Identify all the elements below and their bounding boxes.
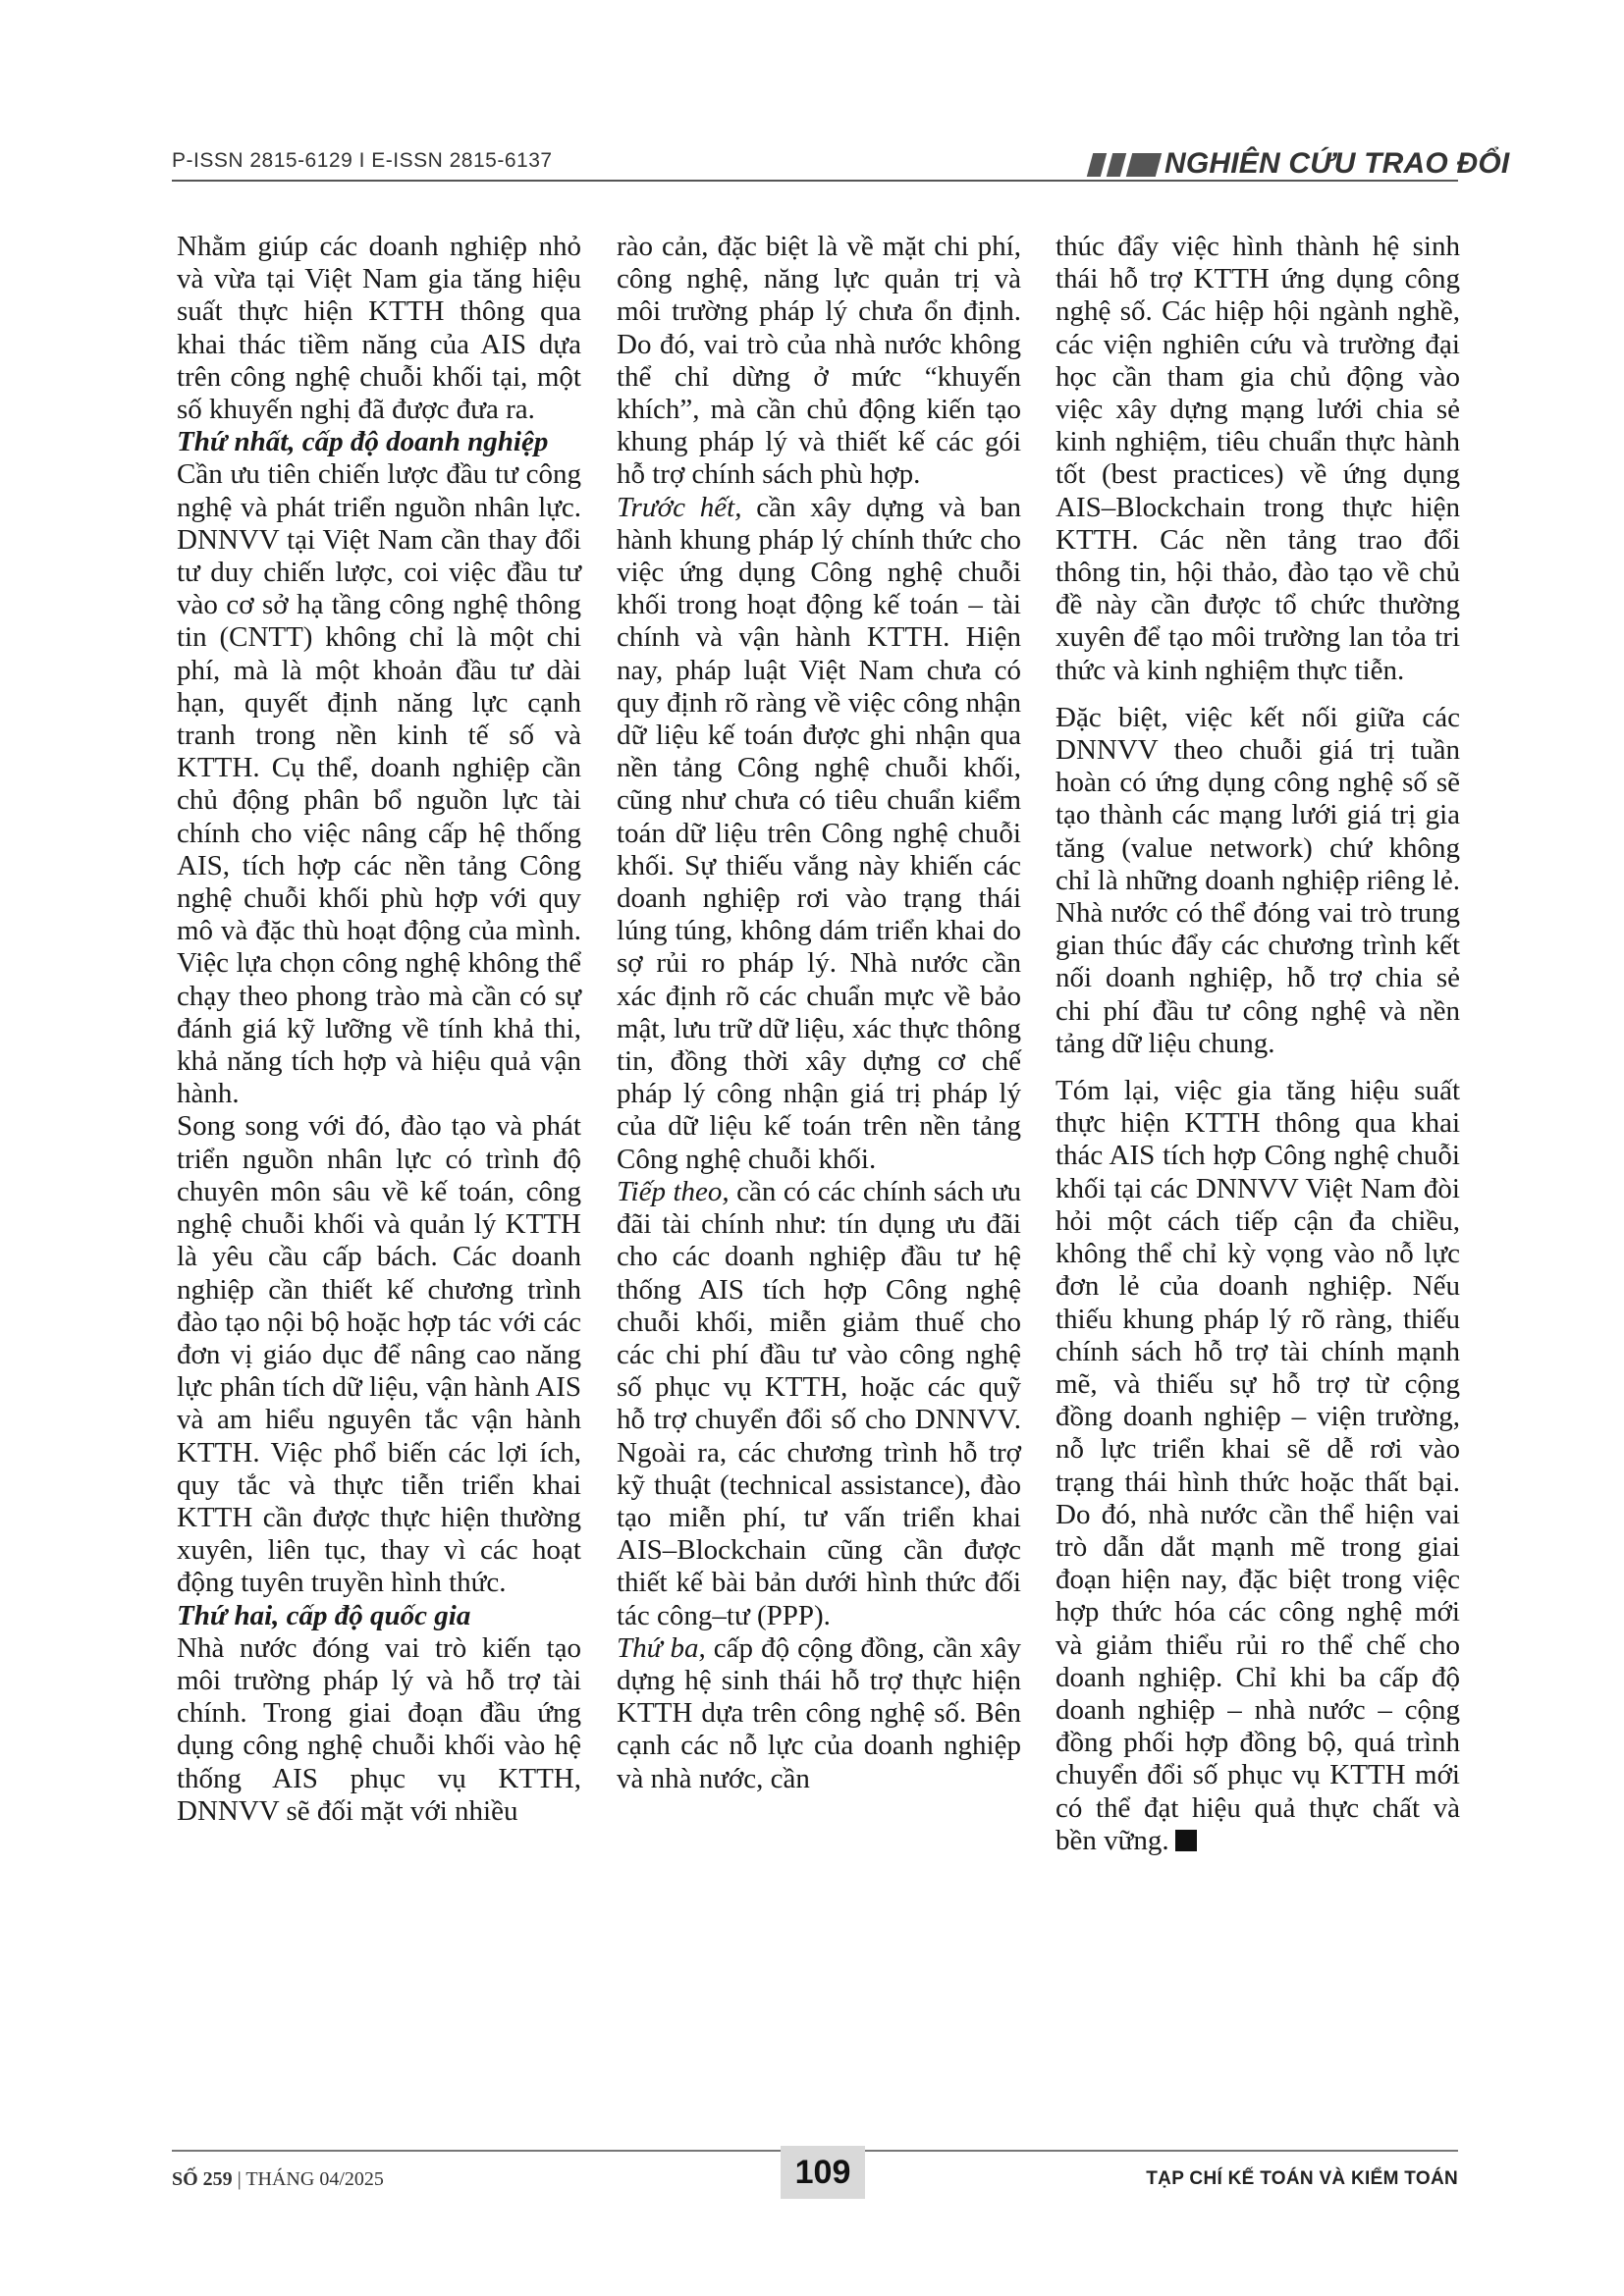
header-divider bbox=[172, 180, 1458, 182]
paragraph: Đặc biệt, việc kết nối giữa các DNNVV theo chuỗi giá trị tuần hoàn có ứng dụng công nghệ số sẽ tạo thành các mạng lưới giá trị gia tăng (value network) chứ không chỉ là những doanh nghiệp riêng lẻ. Nhà nước có thể đóng vai trò trung gian thúc đẩy các chương trình kết nối doanh nghiệp, hỗ trợ chia sẻ chi phí đầu tư công nghệ và nền tảng dữ liệu chung. bbox=[1056, 701, 1460, 1059]
section-heading: Thứ hai, cấp độ quốc gia bbox=[177, 1599, 471, 1631]
paragraph-body: Tóm lại, việc gia tăng hiệu suất thực hiện KTTH thông qua khai thác AIS tích hợp Công nghệ chuỗi khối tại các DNNVV Việt Nam đòi hỏi một cách tiếp cận đa chiều, không thể chỉ kỳ vọng vào nỗ lực đơn lẻ của doanh nghiệp. Nếu thiếu khung pháp lý rõ ràng, thiếu chính sách hỗ trợ tài chính mạnh mẽ, và thiếu sự hỗ trợ từ cộng đồng doanh nghiệp – viện trường, nỗ lực triển khai sẽ dễ rơi vào trạng thái hình thức hoặc thất bại. Do đó, nhà nước cần thể hiện vai trò dẫn dắt mạnh mẽ trong giai đoạn hiện nay, đặc biệt trong việc hợp thức hóa các công nghệ mới và giảm thiểu rủi ro thể chế cho doanh nghiệp. Chỉ khi ba cấp độ doanh nghiệp – nhà nước – cộng đồng phối hợp đồng bộ, quá trình chuyển đổi số phục vụ KTTH mới có thể đạt hiệu quả thực chất và bền vững. bbox=[1056, 1075, 1460, 1856]
section-title: NGHIÊN CỨU TRAO ĐỔI bbox=[1164, 147, 1510, 180]
paragraph-body: cần có các chính sách ưu đãi tài chính như: tín dụng ưu đãi cho các doanh nghiệp đầu tư hệ thống AIS tích hợp Công nghệ chuỗi khối, miễn giảm thuế cho các chi phí đầu tư vào công nghệ số phục vụ KTTH, hoặc các quỹ hỗ trợ chuyển đổi số cho DNNVV. Ngoài ra, các chương trình hỗ trợ kỹ thuật (technical assistance), đào tạo miễn phí, tư vấn triển khai AIS–Blockchain cũng cần được thiết kế bài bản dưới hình thức đối tác công–tư (PPP). bbox=[617, 1175, 1022, 1631]
paragraph: Nhằm giúp các doanh nghiệp nhỏ và vừa tại Việt Nam gia tăng hiệu suất thực hiện KTTH thông qua khai thác tiềm năng của AIS dựa trên công nghệ chuỗi khối tại, một số khuyến nghị đã được đưa ra. bbox=[177, 231, 581, 426]
paragraph: Cần ưu tiên chiến lược đầu tư công nghệ và phát triển nguồn nhân lực. DNNVV tại Việt Nam cần thay đổi tư duy chiến lược, coi việc đầu tư vào cơ sở hạ tầng công nghệ thông tin (CNTT) không chỉ là một chi phí, mà là một khoản đầu tư dài hạn, quyết định năng lực cạnh tranh trong nền kinh tế số và KTTH. Cụ thể, doanh nghiệp cần chủ động phân bổ nguồn lực tài chính cho việc nâng cấp hệ thống AIS, tích hợp các nền tảng Công nghệ chuỗi khối phù hợp với quy mô và đặc thù hoạt động của mình. Việc lựa chọn công nghệ không thể chạy theo phong trào mà cần có sự đánh giá kỹ lưỡng về tính khả thi, khả năng tích hợp và hiệu quả vận hành. bbox=[177, 458, 581, 1110]
paragraph-lead: Thứ ba, bbox=[617, 1631, 706, 1664]
section-heading: Thứ nhất, cấp độ doanh nghiệp bbox=[177, 426, 549, 458]
paragraph bbox=[1056, 1075, 1460, 1857]
issue-number: SỐ 259 bbox=[172, 2168, 233, 2190]
text-column-right bbox=[1056, 231, 1460, 1857]
issue-date: | THÁNG 04/2025 bbox=[232, 2168, 384, 2190]
page-number: 109 bbox=[781, 2146, 865, 2199]
paragraph bbox=[617, 1176, 1021, 1632]
journal-issn: P-ISSN 2815-6129 I E-ISSN 2815-6137 bbox=[172, 149, 553, 172]
end-of-article-mark bbox=[1175, 1830, 1197, 1851]
paragraph-lead: Trước hết, bbox=[617, 491, 742, 523]
journal-name: TẠP CHÍ KẾ TOÁN VÀ KIỂM TOÁN bbox=[1146, 2168, 1458, 2189]
paragraph bbox=[617, 1632, 1021, 1795]
paragraph: Song song với đó, đào tạo và phát triển nguồn nhân lực có trình độ chuyên môn sâu về kế toán, công nghệ chuỗi khối và quản lý KTTH là yêu cầu cấp bách. Các doanh nghiệp cần thiết kế chương trình đào tạo nội bộ hoặc hợp tác với các đơn vị giáo dục để nâng cao năng lực phân tích dữ liệu, vận hành AIS và am hiểu nguyên tắc vận hành KTTH. Việc phổ biến các lợi ích, quy tắc và thực tiễn triển khai KTTH cần được thực hiện thường xuyên, liên tục, thay vì các hoạt động tuyên truyền hình thức. bbox=[177, 1110, 581, 1599]
paragraph: rào cản, đặc biệt là về mặt chi phí, công nghệ, năng lực quản trị và môi trường pháp lý chưa ổn định. Do đó, vai trò của nhà nước không thể chỉ dừng ở mức “khuyến khích”, mà cần chủ động kiến tạo khung pháp lý và thiết kế các gói hỗ trợ chính sách phù hợp. bbox=[617, 231, 1021, 491]
paragraph bbox=[617, 492, 1021, 1176]
text-column-middle bbox=[617, 231, 1021, 1795]
paragraph-body: cấp độ cộng đồng, cần xây dựng hệ sinh thái hỗ trợ thực hiện KTTH dựa trên công nghệ số. Bên cạnh các nỗ lực của doanh nghiệp và nhà nước, cần bbox=[617, 1631, 1021, 1794]
paragraph-lead: Tiếp theo, bbox=[617, 1175, 730, 1207]
issue-info bbox=[172, 2168, 384, 2191]
paragraph: Nhà nước đóng vai trò kiến tạo môi trường pháp lý và hỗ trợ tài chính. Trong giai đoạn đầu ứng dụng công nghệ chuỗi khối vào hệ thống AIS phục vụ KTTH, DNNVV sẽ đối mặt với nhiều bbox=[177, 1631, 581, 1827]
paragraph-body: cần xây dựng và ban hành khung pháp lý chính thức cho việc ứng dụng Công nghệ chuỗi khối trong hoạt động kế toán – tài chính và vận hành KTTH. Hiện nay, pháp luật Việt Nam chưa có quy định rõ ràng về việc công nhận dữ liệu kế toán được ghi nhận qua nền tảng Công nghệ chuỗi khối, cũng như chưa có tiêu chuẩn kiểm toán dữ liệu trên Công nghệ chuỗi khối. Sự thiếu vắng này khiến các doanh nghiệp rơi vào trạng thái lúng túng, không dám triển khai do sợ rủi ro pháp lý. Nhà nước cần xác định rõ các chuẩn mực về bảo mật, lưu trữ dữ liệu, xác thực thông tin, đồng thời xây dựng cơ chế pháp lý công nhận giá trị pháp lý của dữ liệu kế toán trên nền tảng Công nghệ chuỗi khối. bbox=[617, 491, 1021, 1175]
text-column-left bbox=[177, 231, 581, 1828]
paragraph: thúc đẩy việc hình thành hệ sinh thái hỗ trợ KTTH ứng dụng công nghệ số. Các hiệp hội ngành nghề, các viện nghiên cứu và trường đại học cần tham gia chủ động vào việc xây dựng mạng lưới chia sẻ kinh nghiệm, tiêu chuẩn thực hành tốt (best practices) về ứng dụng AIS–Blockchain trong thực hiện KTTH. Các nền tảng trao đổi thông tin, hội thảo, đào tạo về chủ đề này cần được tổ chức thường xuyên để tạo môi trường lan tỏa tri thức và kinh nghiệm thực tiễn. bbox=[1056, 231, 1460, 686]
